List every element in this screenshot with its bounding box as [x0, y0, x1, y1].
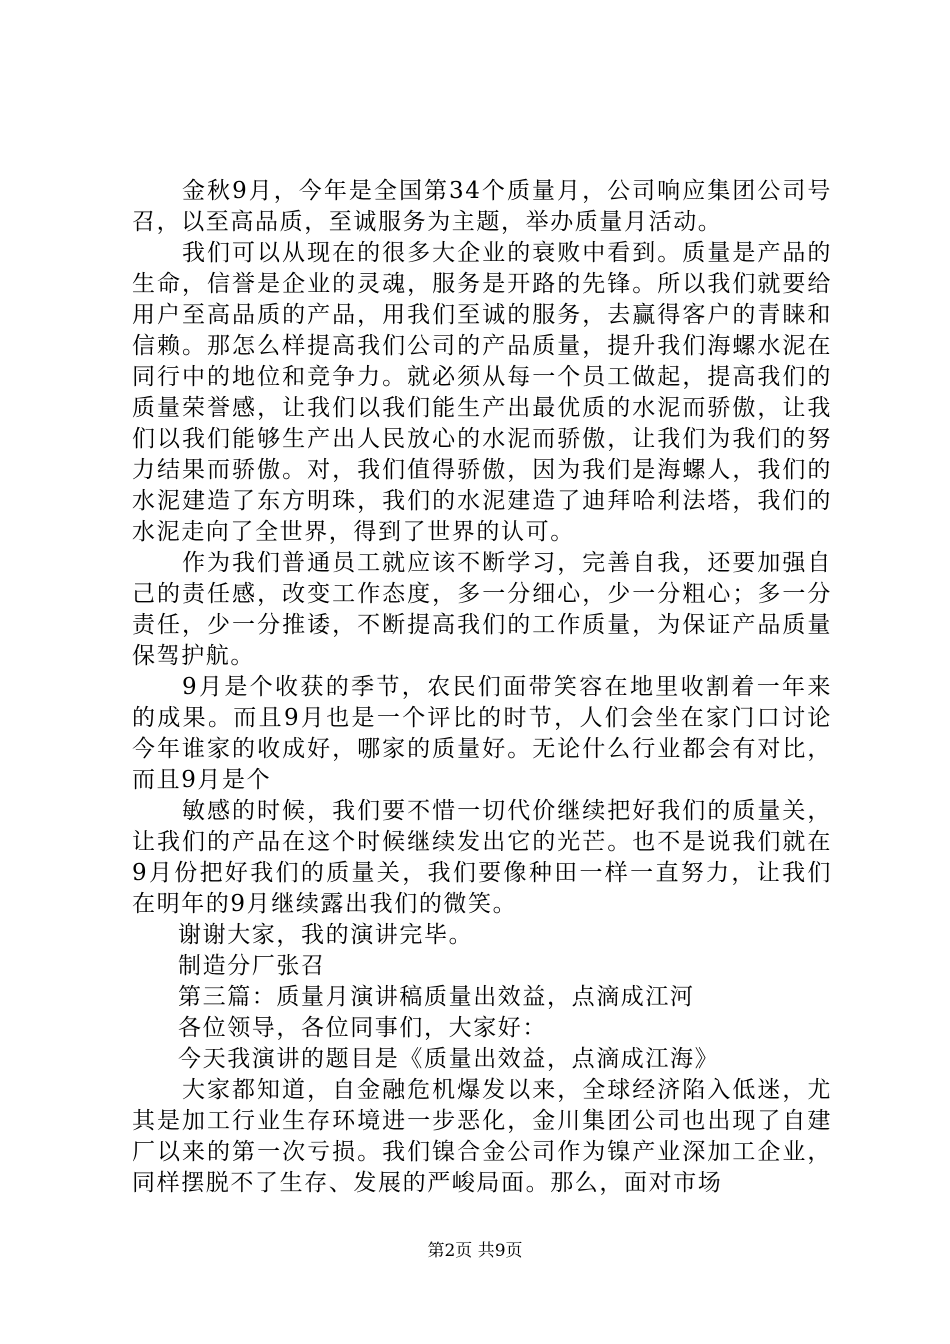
paragraph-financial-crisis: 大家都知道，自金融危机爆发以来，全球经济陷入低迷，尤其是加工行业生存环境进一步恶化，金川集团公司也出现了自建厂以来的第一次亏损。我们镍合金公司作为镍产业深加工企业，同样摆脱不了生存、发展的严峻局面。那么，面对市场: [132, 1077, 832, 1196]
paragraph-harvest-season: 9月是个收获的季节，农民们面带笑容在地里收割着一年来的成果。而且9月也是一个评比的时节，人们会坐在家门口讨论今年谁家的收成好，哪家的质量好。无论什么行业都会有对比，而且9月是个: [132, 674, 832, 793]
paragraph-employee-duty: 作为我们普通员工就应该不断学习，完善自我，还要加强自己的责任感，改变工作态度，多一分细心，少一分粗心；多一分责任，少一分推诿，不断提高我们的工作质量，为保证产品质量保驾护航。: [132, 550, 832, 669]
paragraph-intro: 金秋9月，今年是全国第34个质量月，公司响应集团公司号召，以至高品质，至诚服务为主题，举办质量月活动。: [132, 178, 832, 235]
paragraph-sensitive-time: 敏感的时候，我们要不惜一切代价继续把好我们的质量关，让我们的产品在这个时候继续发出它的光芒。也不是说我们就在9月份把好我们的质量关，我们要像种田一样一直努力，让我们在明年的9月继续露出我们的微笑。: [132, 798, 832, 917]
body-text: [132, 176, 832, 1199]
section-heading: 第三篇：质量月演讲稿质量出效益，点滴成江河: [178, 984, 695, 1010]
paragraph-thanks: 谢谢大家，我的演讲完毕。: [178, 922, 474, 948]
page-number-footer: 第2页 共9页: [427, 1241, 523, 1261]
paragraph-signature: 制造分厂张召: [178, 953, 326, 979]
paragraph-greeting: 各位领导，各位同事们，大家好：: [178, 1015, 547, 1041]
paragraph-quality-importance: 我们可以从现在的很多大企业的衰败中看到。质量是产品的生命，信誉是企业的灵魂，服务是开路的先锋。所以我们就要给用户至高品质的产品，用我们至诚的服务，去赢得客户的青睐和信赖。那怎么样提高我们公司的产品质量，提升我们海螺水泥在同行中的地位和竞争力。就必须从每一个员工做起，提高我们的质量荣誉感，让我们以我们能生产出最优质的水泥而骄傲，让我们以我们能够生产出人民放心的水泥而骄傲，让我们为我们的努力结果而骄傲。对，我们值得骄傲，因为我们是海螺人，我们的水泥建造了东方明珠，我们的水泥建造了迪拜哈利法塔，我们的水泥走向了全世界，得到了世界的认可。: [132, 240, 832, 545]
paragraph-topic: 今天我演讲的题目是《质量出效益，点滴成江海》: [178, 1046, 720, 1072]
